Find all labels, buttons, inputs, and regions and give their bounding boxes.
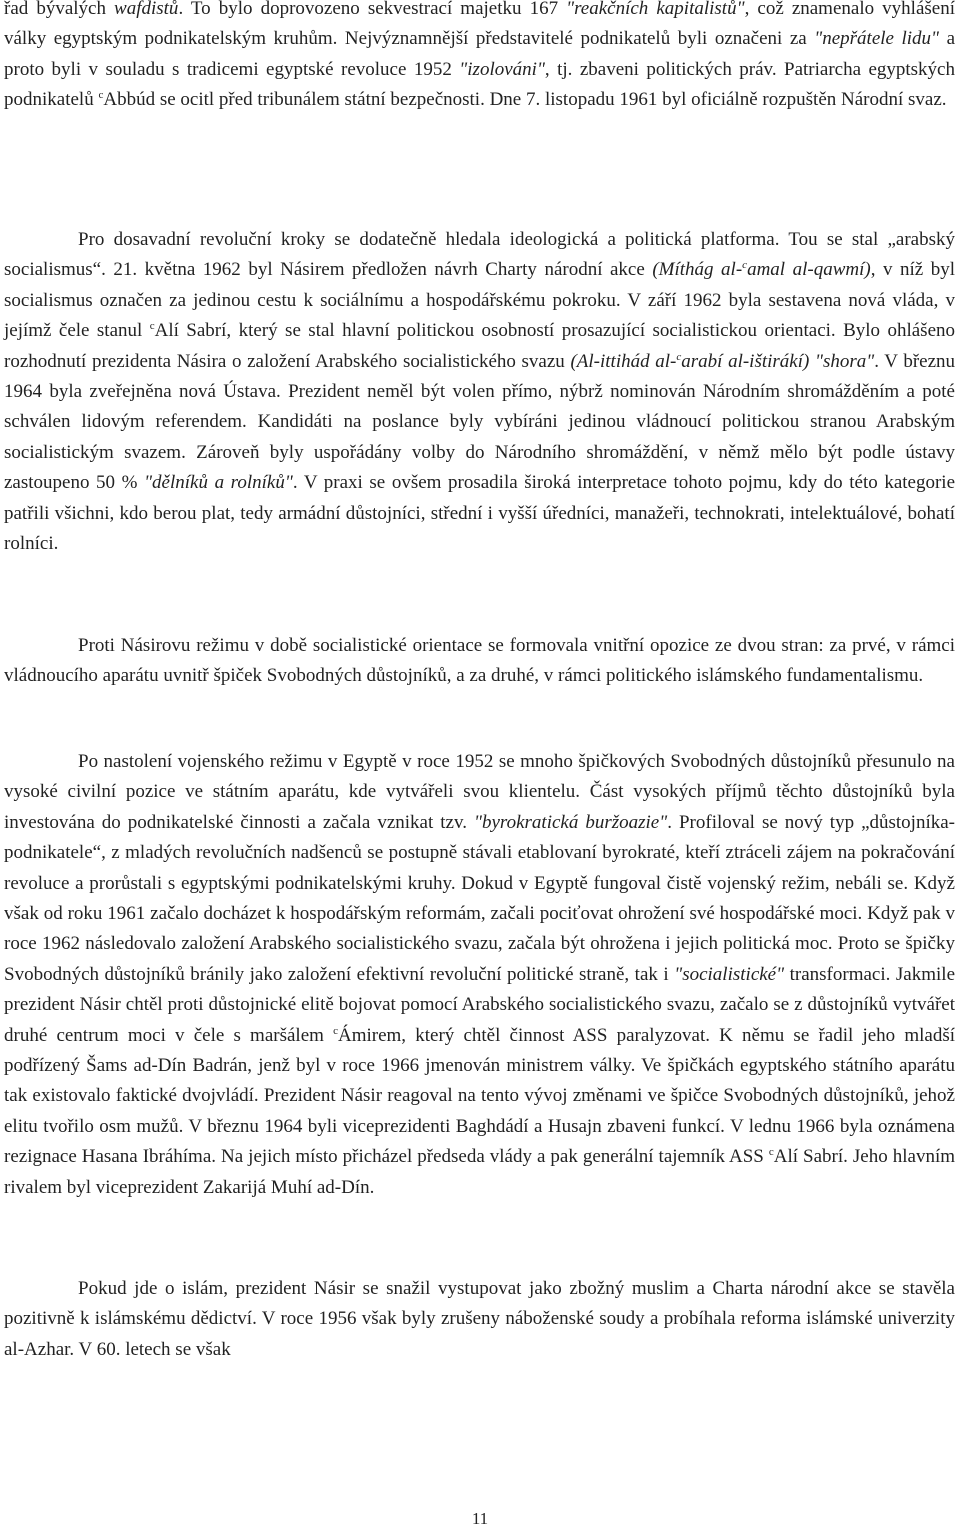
text-run: . Profiloval se nový typ „důstojníka-podnikatele“, z mladých revolučních nadšenců se postupně stávali etablovaní byrokraté, kteří ztráceli zájem na pokračování revoluce a prorůstali s egyptskými podnikatelskými kruhy. Dokud v Egyptě fungoval čistě vojenský režim, nebáli se. Když však od roku 1961 začalo docházet k hospodářským reformám, začali pociťovat ohrožení své hospodářské moci. Když pak v roce 1962 následovalo založení Arabského socialistického svazu, začala být ohrožena i jejich politická moc. Proto se špičky Svobodných důstojníků bránily jako založení efektivní revoluční politické straně, tak i bbox=[4, 811, 955, 985]
italic-text: "reakčních kapitalistů" bbox=[566, 0, 745, 19]
italic-text: (Míthág al- bbox=[652, 259, 743, 281]
text-run: . V březnu 1964 byla zveřejněna nová Ústava. Prezident neměl být volen přímo, nýbrž nominován Národním shromážděním a poté schválen lidovým referendem. Kandidáti na poslance byly vybíráni jedinou vládnoucí politickou stranou Arabským socialistickým svazem. Zároveň byly uspořádány volby do Národního shromáždění, v němž mělo být podle ústavy zastoupeno 50 % bbox=[4, 350, 956, 494]
text-run: , v níž byl socialismus označen za jedinou cestu k sociálnímu a hospodářskému pokroku. V září 1962 byla sestavena nová vláda, v jejímž čele stanul bbox=[4, 259, 956, 342]
text-run: Alí Sabrí. Jeho hlavním rivalem byl viceprezident Zakarijá Muhí ad-Dín. bbox=[4, 1146, 955, 1198]
text-run: transformaci. Jakmile prezident Násir chtěl proti důstojnické elitě bojovat pomocí Arabského socialistického svazu, začalo se z důstojníků vytvářet druhé centrum moci v čele s maršálem bbox=[4, 963, 956, 1046]
text-run: . V praxi se ovšem prosadila široká interpretace tohoto pojmu, kdy do této kategorie patřili všichni, kdo berou plat, tedy armádní důstojníci, střední i vyšší úředníci, manažeři, technokrati, intelektuálové, bohatí rolníci. bbox=[4, 472, 956, 555]
text-run: Pro dosavadní revoluční kroky se dodatečně hledala ideologická a politická platforma. Tou se stal „arabský socialismus“. 21. května 1962 byl Násirem předložen návrh Charty národní akce bbox=[4, 229, 955, 281]
text-run: . To bylo doprovozeno sekvestrací majetku 167 bbox=[178, 0, 567, 19]
superscript-ayin: c bbox=[768, 1146, 774, 1159]
text-run: Proti Násirovu režimu v době socialistické orientace se formovala vnitřní opozice ze dvou stran: za prvé, v rámci vládnoucího aparátu uvnitř špiček Svobodných důstojníků, a za druhé, v rámci politického islámského fundamentalismu. bbox=[4, 635, 955, 687]
paragraph-2 bbox=[4, 225, 955, 559]
italic-text: "izolováni" bbox=[459, 58, 545, 80]
text-run: , tj. zbaveni politických práv. Patriarcha egyptských podnikatelů bbox=[4, 58, 955, 111]
text-run: Pokud jde o islám, prezident Násir se snažil vystupovat jako zbožný muslim a Charta národní akce se stavěla pozitivně k islámskému dědictví. V roce 1956 však byly zrušeny náboženské soudy a probíhala reforma islámské univerzity al-Azhar. V 60. letech se však bbox=[4, 1278, 955, 1360]
paragraph-4 bbox=[4, 747, 955, 1203]
text-run: a proto byli v souladu s tradicemi egyptské revoluce 1952 bbox=[4, 28, 956, 80]
italic-text: "dělníků a rolníků" bbox=[144, 472, 293, 494]
text-run: Po nastolení vojenského režimu v Egyptě v roce 1952 se mnoho špičkových Svobodných důstojníků přesunulo na vysoké civilní pozice ve státním aparátu, kde vytvářeli svou klientelu. Část vysokých příjmů těchto důstojníků byla investována do podnikatelské činnosti a začala vznikat tzv. bbox=[4, 751, 955, 833]
italic-text: "byrokratická buržoazie" bbox=[473, 811, 668, 833]
paragraph-5 bbox=[4, 1274, 955, 1365]
text-run: Abbúd se ocitl před tribunálem státní bezpečnosti. Dne 7. listopadu 1961 byl oficiálně rozpuštěn Národní svaz. bbox=[103, 89, 947, 111]
superscript-ayin: c bbox=[333, 1024, 338, 1037]
italic-text: amal al-qawmí) bbox=[747, 259, 871, 281]
italic-text: arabí al-ištirákí) "shora" bbox=[681, 350, 875, 372]
paragraph-1 bbox=[4, 0, 955, 116]
italic-text: "socialistické" bbox=[674, 963, 785, 985]
text-run: Ámirem, který chtěl činnost ASS paralyzovat. K němu se řadil jeho mladší podřízený Šams ad-Dín Badrán, jenž byl v roce 1966 jmenován ministrem války. Ve špičkách egyptského státního aparátu tak existovalo faktické dvojvládí. Prezident Násir reagoval na tento vývoj změnami ve špičce Svobodných důstojníků, jehož elitu tvořilo osm mužů. V březnu 1964 byli viceprezidenti Baghdádí a Husajn zbaveni funkcí. V lednu 1966 byla oznámena rezignace Hasana Ibráhíma. Na jejich místo přicházel předseda vlády a pak generální tajemník ASS bbox=[4, 1024, 955, 1168]
italic-text: wafdistů bbox=[114, 0, 179, 19]
superscript-ayin: c bbox=[742, 259, 748, 272]
paragraph-3 bbox=[4, 631, 955, 692]
text-run: řad bývalých bbox=[4, 0, 115, 19]
superscript-ayin: c bbox=[149, 320, 155, 333]
superscript-ayin: c bbox=[98, 89, 104, 102]
page-number: 11 bbox=[471, 1509, 489, 1528]
text-run: , což znamenalo vyhlášení války egyptským podnikatelským kruhům. Nejvýznamnější představitelé podnikatelů byli označeni za bbox=[4, 0, 955, 50]
italic-text: (Al-ittihád al- bbox=[570, 350, 677, 372]
superscript-ayin: c bbox=[676, 350, 682, 363]
italic-text: "nepřátele lidu" bbox=[814, 28, 940, 50]
text-run: Alí Sabrí, který se stal hlavní politickou osobností prosazující socialistickou orientaci. Bylo ohlášeno rozhodnutí prezidenta Násira o založení Arabského socialistického svazu bbox=[4, 320, 955, 372]
